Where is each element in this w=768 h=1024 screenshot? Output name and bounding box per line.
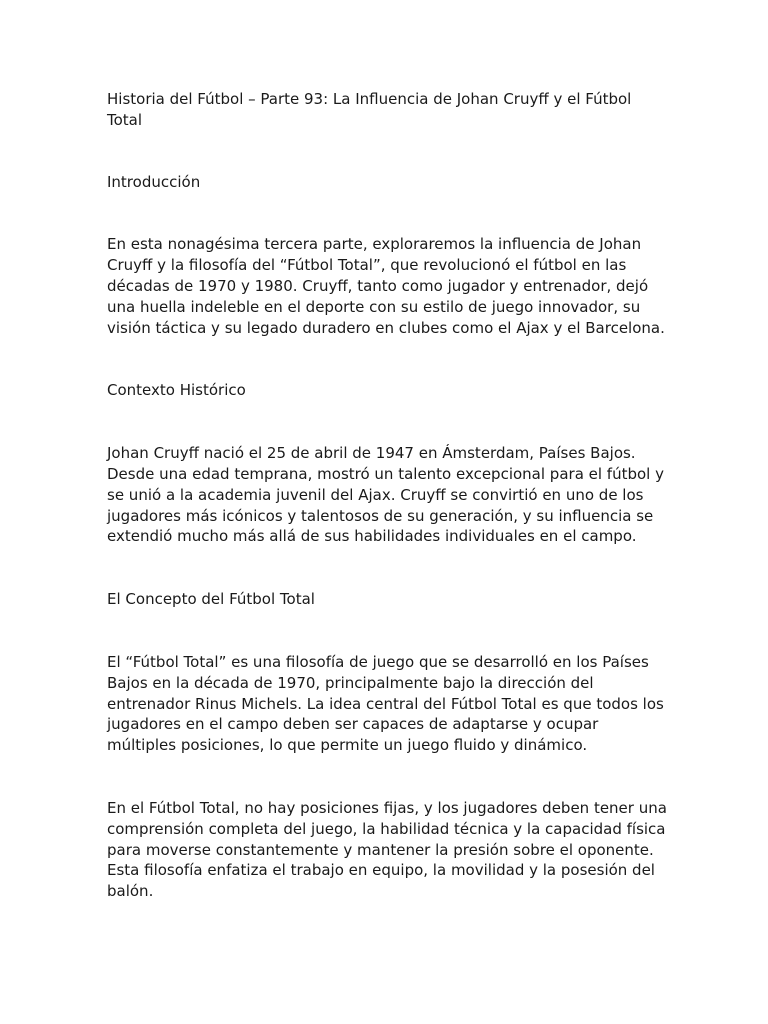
paragraph-contexto-historico: Johan Cruyff nació el 25 de abril de 1947 en Ámsterdam, Países Bajos. Desde una edad temprana, mostró un talento excepcional para el fútbol y se unió a la academia juvenil del Ajax. Cruyff se convirtió en uno de los jugadores más icónicos y talentosos de su generación, y su influencia se extendió mucho más allá de sus habilidades individuales en el campo.	[107, 444, 664, 546]
document-title: Historia del Fútbol – Parte 93: La Influencia de Johan Cruyff y el Fútbol Total	[107, 90, 632, 129]
document-page	[107, 89, 667, 944]
section-heading-concepto-futbol-total: El Concepto del Fútbol Total	[107, 590, 315, 609]
paragraph-concepto-futbol-total-1: El “Fútbol Total” es una filosofía de juego que se desarrolló en los Países Bajos en la década de 1970, principalmente bajo la dirección del entrenador Rinus Michels. La idea central del Fútbol Total es que todos los jugadores en el campo deben ser capaces de adaptarse y ocupar múltiples posiciones, lo que permite un juego fluido y dinámico.	[107, 652, 664, 755]
paragraph-introduccion: En esta nonagésima tercera parte, exploraremos la influencia de Johan Cruyff y la filosofía del “Fútbol Total”, que revolucionó el fútbol en las décadas de 1970 y 1980. Cruyff, tanto como jugador y entrenador, dejó una huella indeleble en el deporte con su estilo de juego innovador, su visión táctica y su legado duradero en clubes como el Ajax y el Barcelona.	[107, 235, 665, 337]
section-heading-introduccion: Introducción	[107, 172, 201, 191]
paragraph-concepto-futbol-total-2: En el Fútbol Total, no hay posiciones fijas, y los jugadores deben tener una comprensión completa del juego, la habilidad técnica y la capacidad física para moverse constantemente y mantener la presión sobre el oponente. Esta filosofía enfatiza el trabajo en equipo, la movilidad y la posesión del balón.	[107, 798, 667, 901]
section-heading-contexto-historico: Contexto Histórico	[107, 381, 246, 400]
